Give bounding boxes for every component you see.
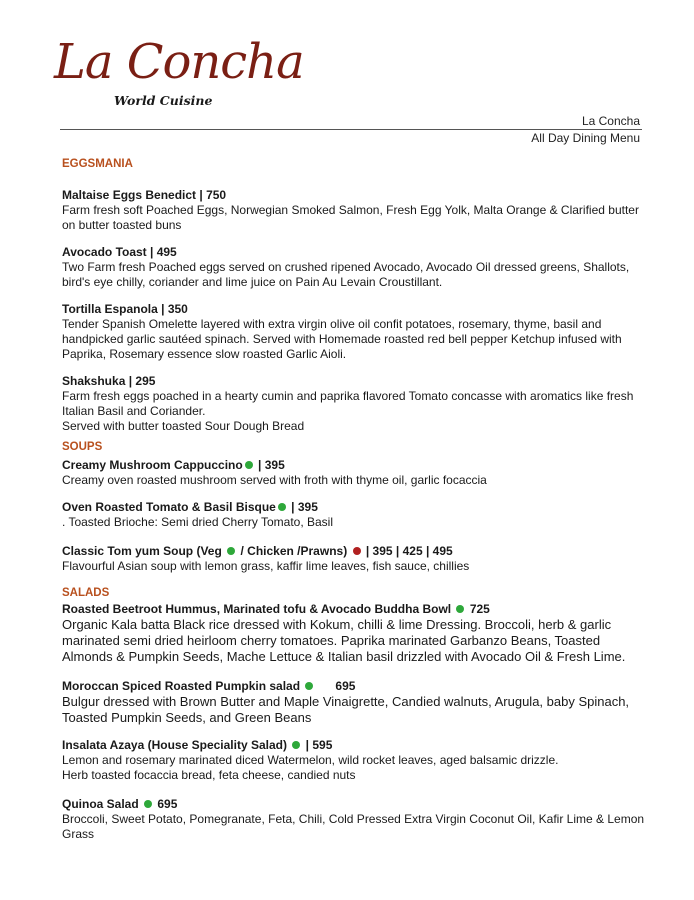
item-description: Farm fresh eggs poached in a hearty cumin and paprika flavored Tomato concasse with aromatics like fresh Italian Basil and Coriander. — [62, 389, 634, 418]
header-subtitle: All Day Dining Menu — [531, 131, 640, 145]
veg-dot-icon — [144, 800, 152, 808]
veg-dot-icon — [305, 682, 313, 690]
veg-dot-icon — [245, 461, 253, 469]
item-description: Two Farm fresh Poached eggs served on crushed ripened Avocado, Avocado Oil dressed greens, Shallots, bird's eye chilly, coriander and lime juice on Pain Au Levain Croustillant. — [62, 260, 630, 289]
logo-name: La Concha — [54, 34, 304, 90]
item-name-part-b: / Chicken /Prawns) — [237, 544, 351, 558]
item-name-line — [62, 544, 650, 559]
header-title: La Concha — [581, 114, 640, 128]
item-name-line — [62, 500, 650, 515]
veg-dot-icon — [227, 547, 235, 555]
item-description-extra: Served with butter toasted Sour Dough Bread — [62, 419, 305, 433]
item-description: Creamy oven roasted mushroom served with froth with thyme oil, garlic focaccia — [62, 473, 487, 487]
restaurant-logo — [54, 34, 304, 108]
menu-item — [62, 601, 650, 665]
item-name: Maltaise Eggs Benedict | 750 — [62, 188, 227, 202]
menu-item — [62, 458, 650, 488]
item-name: Oven Roasted Tomato & Basil Bisque — [62, 500, 276, 514]
item-name: Shakshuka | 295 — [62, 374, 156, 388]
item-description: Bulgur dressed with Brown Butter and Maple Vinaigrette, Candied walnuts, Arugula, baby Spinach, Toasted Pumpkin Seeds, and Green Beans — [62, 694, 630, 725]
veg-dot-icon — [278, 503, 286, 511]
item-price: | 395 | 425 | 495 — [362, 544, 453, 558]
item-description-extra: Herb toasted focaccia bread, feta cheese, candied nuts — [62, 768, 356, 782]
menu-item — [62, 374, 650, 434]
item-name: Tortilla Espanola | 350 — [62, 302, 188, 316]
item-name: Moroccan Spiced Roasted Pumpkin salad — [62, 679, 301, 693]
menu-item — [62, 544, 650, 574]
item-description: Broccoli, Sweet Potato, Pomegranate, Feta, Chili, Cold Pressed Extra Virgin Coconut Oil, Kafir Lime & Lemon Grass — [62, 812, 645, 841]
menu-content — [62, 157, 650, 842]
header-divider — [60, 129, 642, 130]
item-price: 695 — [335, 679, 356, 693]
nonveg-dot-icon — [353, 547, 361, 555]
item-price: 695 — [154, 797, 178, 811]
veg-dot-icon — [292, 741, 300, 749]
item-name-part-a: Classic Tom yum Soup (Veg — [62, 544, 226, 558]
menu-item — [62, 500, 650, 530]
menu-item — [62, 678, 650, 726]
item-name: Creamy Mushroom Cappuccino — [62, 458, 243, 472]
menu-item — [62, 245, 650, 290]
item-description: Farm fresh soft Poached Eggs, Norwegian Smoked Salmon, Fresh Egg Yolk, Malta Orange & Clarified butter on butter toasted buns — [62, 203, 639, 232]
item-price: | 595 — [302, 738, 333, 752]
item-price: 725 — [466, 602, 490, 616]
item-name-line — [62, 601, 650, 617]
item-description: Organic Kala batta Black rice dressed with Kokum, chilli & lime Dressing. Broccoli, herb & garlic marinated semi dried heirloom cherry tomatoes. Paprika marinated Garbanzo Beans, Toasted Almonds & Pumpkin Seeds, Mache Lettuce & Italian basil drizzled with Avocado Oil & Fresh Lime. — [62, 617, 626, 664]
section-heading-eggsmania: EGGSMANIA — [62, 158, 133, 170]
menu-item — [62, 797, 650, 842]
menu-item — [62, 302, 650, 362]
item-name-line — [62, 738, 650, 753]
item-price: | 395 — [254, 458, 285, 472]
menu-item — [62, 738, 650, 783]
item-name: Quinoa Salad — [62, 797, 139, 811]
item-name-line — [62, 678, 650, 694]
item-price: | 395 — [287, 500, 318, 514]
section-heading-salads: SALADS — [62, 587, 110, 599]
veg-dot-icon — [456, 605, 464, 613]
menu-item — [62, 188, 650, 233]
logo-tagline: World Cuisine — [114, 93, 213, 108]
item-description: Flavourful Asian soup with lemon grass, kaffir lime leaves, fish sauce, chillies — [62, 559, 470, 573]
item-name-line — [62, 797, 650, 812]
item-description: . Toasted Brioche: Semi dried Cherry Tomato, Basil — [62, 515, 334, 529]
item-name-line — [62, 458, 650, 473]
item-name: Avocado Toast | 495 — [62, 245, 177, 259]
section-heading-soups: SOUPS — [62, 441, 103, 453]
item-description: Tender Spanish Omelette layered with extra virgin olive oil confit potatoes, rosemary, thyme, basil and handpicked garlic sautéed spinach. Served with Homemade roasted red bell pepper Ketchup infused with Paprika, Rosemary essence slow roasted Garlic Aioli. — [62, 317, 622, 361]
item-name: Roasted Beetroot Hummus, Marinated tofu & Avocado Buddha Bowl — [62, 602, 452, 616]
item-name: Insalata Azaya (House Speciality Salad) — [62, 738, 287, 752]
item-description: Lemon and rosemary marinated diced Watermelon, wild rocket leaves, aged balsamic drizzle. — [62, 753, 559, 767]
